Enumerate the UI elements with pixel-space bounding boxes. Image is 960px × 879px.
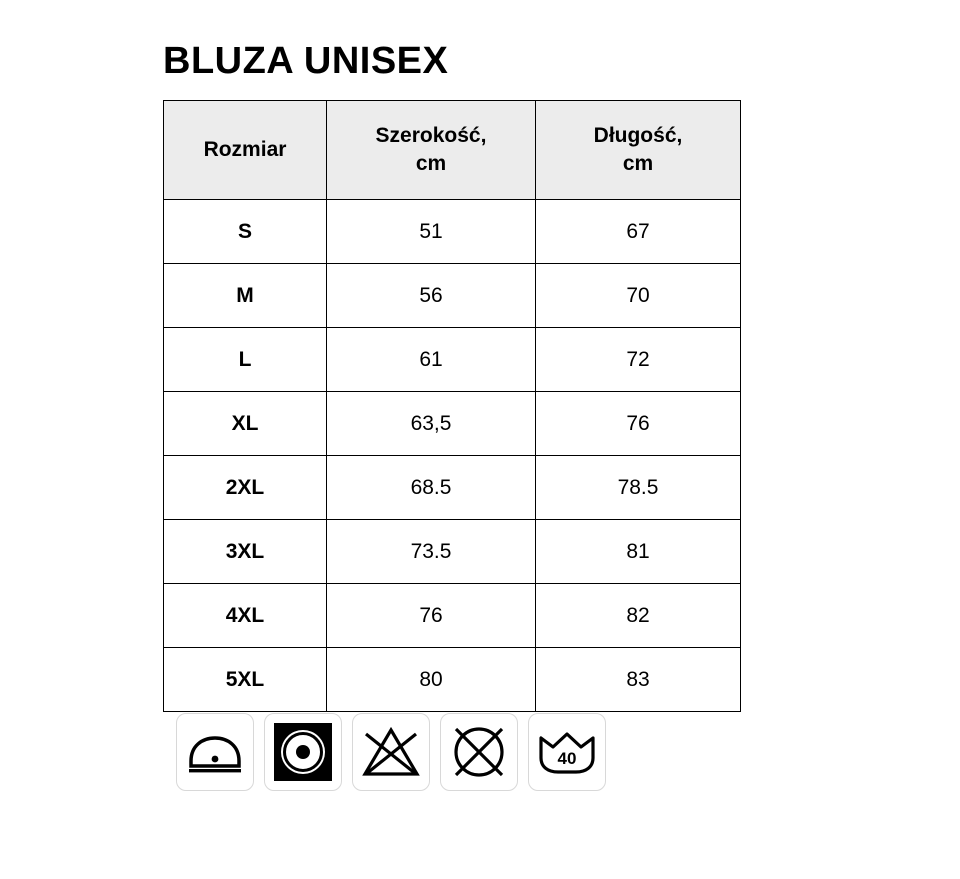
- table-row: [164, 200, 741, 264]
- do-not-bleach-icon: [352, 713, 430, 791]
- cell-size: 5XL: [164, 648, 327, 712]
- cell-length: 81: [536, 520, 741, 584]
- column-header-size: [164, 101, 327, 200]
- cell-width: 68.5: [327, 456, 536, 520]
- cell-length: 67: [536, 200, 741, 264]
- column-header-length: [536, 101, 741, 200]
- cell-size: M: [164, 264, 327, 328]
- cell-length: 76: [536, 392, 741, 456]
- column-header-length-line2: cm: [622, 152, 654, 175]
- size-table: [163, 100, 741, 712]
- wash-40-icon: [528, 713, 606, 791]
- table-row: [164, 648, 741, 712]
- cell-size: XL: [164, 392, 327, 456]
- table-row: [164, 456, 741, 520]
- wash-temperature-label: 40: [557, 749, 577, 768]
- cell-width: 73.5: [327, 520, 536, 584]
- care-symbols: [176, 713, 606, 791]
- cell-size: 3XL: [164, 520, 327, 584]
- table-row: [164, 520, 741, 584]
- cell-length: 72: [536, 328, 741, 392]
- cell-size: S: [164, 200, 327, 264]
- column-header-width-line1: Szerokość,: [375, 123, 487, 147]
- page-title: BLUZA UNISEX: [163, 40, 449, 82]
- table-row: [164, 392, 741, 456]
- table-row: [164, 264, 741, 328]
- do-not-dry-clean-icon: [440, 713, 518, 791]
- column-header-length-line1: Długość,: [593, 123, 683, 147]
- table-body: [164, 200, 741, 712]
- cell-length: 70: [536, 264, 741, 328]
- cell-width: 51: [327, 200, 536, 264]
- cell-size: 4XL: [164, 584, 327, 648]
- column-header-width-line2: cm: [415, 152, 447, 175]
- column-header-width: [327, 101, 536, 200]
- cell-size: L: [164, 328, 327, 392]
- cell-width: 63,5: [327, 392, 536, 456]
- cell-width: 76: [327, 584, 536, 648]
- cell-width: 56: [327, 264, 536, 328]
- table-header: [164, 101, 741, 200]
- column-header-size-line1: Rozmiar: [203, 137, 287, 161]
- table-row: [164, 328, 741, 392]
- table-row: [164, 584, 741, 648]
- cell-length: 83: [536, 648, 741, 712]
- cell-size: 2XL: [164, 456, 327, 520]
- tumble-dry-icon: [264, 713, 342, 791]
- iron-low-heat-icon: [176, 713, 254, 791]
- cell-length: 82: [536, 584, 741, 648]
- table-header-row: [164, 101, 741, 200]
- cell-length: 78.5: [536, 456, 741, 520]
- cell-width: 61: [327, 328, 536, 392]
- cell-width: 80: [327, 648, 536, 712]
